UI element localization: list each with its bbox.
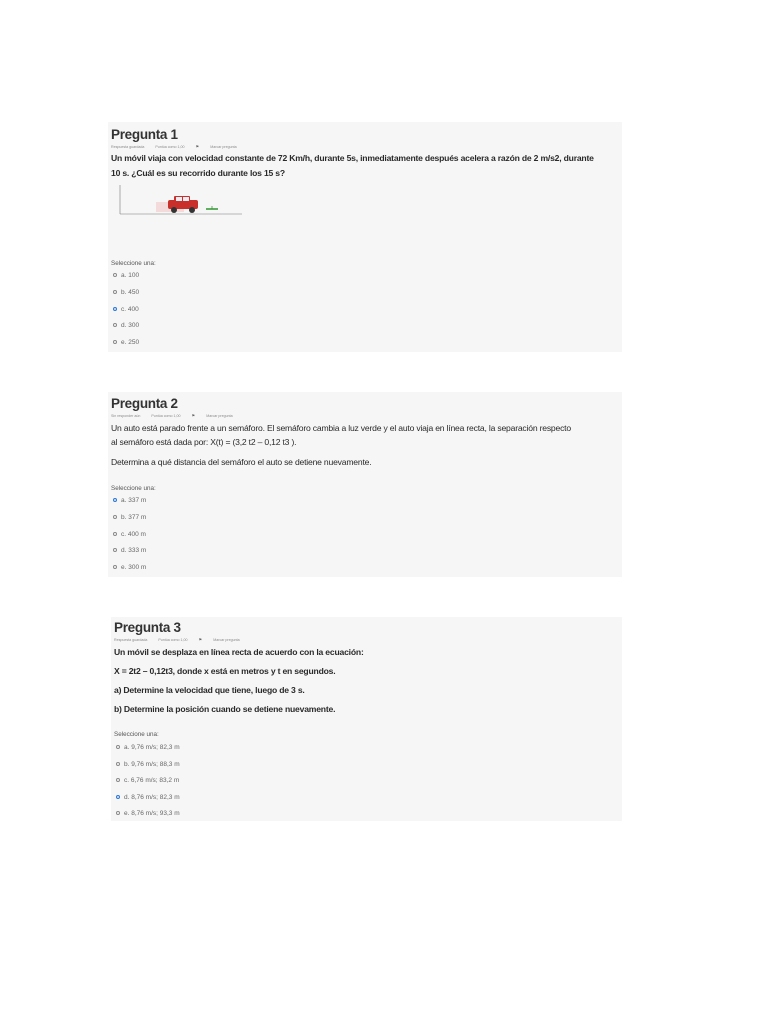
option-label: d. 300 (121, 321, 140, 329)
question-3-text-line-2: X = 2t2 – 0,12t3, donde x está en metros y t en segundos. (114, 666, 336, 676)
option-1b[interactable] (113, 287, 139, 297)
radio-button[interactable] (113, 515, 117, 519)
question-2-title: Pregunta 2 (111, 396, 178, 411)
radio-button[interactable] (113, 290, 117, 294)
question-1-text-line-1: Un móvil viaja con velocidad constante de 72 Km/h, durante 5s, inmediatamente después acelera a razón de 2 m/s2, durante (111, 153, 594, 163)
option-2c[interactable] (113, 529, 146, 539)
option-1a[interactable] (113, 270, 139, 280)
radio-button[interactable] (113, 565, 117, 569)
radio-button-checked[interactable] (113, 498, 117, 502)
option-label: a. 9,76 m/s; 82,3 m (124, 743, 180, 751)
select-label: Seleccione una: (114, 731, 159, 738)
flag-icon: ⚑ (195, 144, 201, 149)
radio-button[interactable] (116, 745, 120, 749)
radio-button[interactable] (116, 811, 120, 815)
question-3-score: Puntúa como 1,00 (158, 638, 188, 642)
flag-label: Marcar pregunta (210, 145, 237, 149)
flag-label: Marcar pregunta (213, 638, 240, 642)
question-1-status: Respuesta guardada (111, 145, 145, 149)
option-label: a. 337 m (121, 496, 147, 504)
select-label: Seleccione una: (111, 485, 156, 492)
car-diagram (118, 182, 244, 218)
option-label: b. 377 m (121, 513, 147, 521)
flag-label: Marcar pregunta (206, 414, 233, 418)
radio-button[interactable] (113, 273, 117, 277)
question-2-text-line-1: Un auto está parado frente a un semáforo. El semáforo cambia a luz verde y el auto viaja en línea recta, la separación respecto (111, 423, 571, 433)
option-label: d. 8,76 m/s; 82,3 m (124, 793, 180, 801)
question-1-score: Puntúa como 1,00 (155, 145, 185, 149)
flag-question-3[interactable] (199, 638, 250, 642)
option-1e[interactable] (113, 337, 139, 347)
question-3-text-line-4: b) Determine la posición cuando se detiene nuevamente. (114, 704, 336, 714)
question-1-panel (108, 122, 622, 352)
option-3d[interactable] (116, 792, 180, 802)
radio-button[interactable] (113, 532, 117, 536)
question-2-panel (108, 392, 622, 577)
radio-button[interactable] (113, 548, 117, 552)
question-2-meta (111, 413, 253, 418)
radio-button[interactable] (116, 778, 120, 782)
radio-button-checked[interactable] (116, 795, 120, 799)
question-3-status: Respuesta guardada (114, 638, 148, 642)
option-3b[interactable] (116, 759, 180, 769)
question-1-title: Pregunta 1 (111, 127, 178, 142)
radio-button[interactable] (113, 323, 117, 327)
question-3-title: Pregunta 3 (114, 620, 181, 635)
flag-icon: ⚑ (198, 637, 204, 642)
option-3c[interactable] (116, 775, 179, 785)
question-2-status: Sin responder aún (111, 414, 141, 418)
question-2-score: Puntúa como 1,00 (151, 414, 181, 418)
radio-button[interactable] (113, 340, 117, 344)
option-label: c. 400 (121, 305, 139, 313)
option-2a[interactable] (113, 495, 146, 505)
option-3a[interactable] (116, 742, 180, 752)
question-1-text-line-2: 10 s. ¿Cuál es su recorrido durante los 15 s? (111, 168, 285, 178)
option-label: b. 9,76 m/s; 88,3 m (124, 760, 180, 768)
question-3-meta (114, 637, 260, 642)
option-label: d. 333 m (121, 546, 147, 554)
option-label: c. 400 m (121, 530, 146, 538)
option-3e[interactable] (116, 808, 180, 818)
flag-icon: ⚑ (191, 413, 197, 418)
flag-question-1[interactable] (196, 145, 247, 149)
question-3-text-line-1: Un móvil se desplaza en línea recta de acuerdo con la ecuación: (114, 647, 364, 657)
option-1d[interactable] (113, 320, 139, 330)
question-2-text-line-2: al semáforo está dada por: X(t) = (3,2 t2 – 0,12 t3 ). (111, 437, 297, 447)
question-2-text-line-3: Determina a qué distancia del semáforo el auto se detiene nuevamente. (111, 457, 372, 467)
option-label: c. 6,76 m/s; 83,2 m (124, 776, 180, 784)
select-label: Seleccione una: (111, 260, 156, 267)
option-label: e. 8,76 m/s; 93,3 m (124, 809, 180, 817)
question-1-meta (111, 144, 257, 149)
option-2d[interactable] (113, 545, 146, 555)
option-2e[interactable] (113, 562, 146, 572)
option-label: e. 300 m (121, 563, 147, 571)
radio-button-checked[interactable] (113, 307, 117, 311)
option-label: a. 100 (121, 271, 140, 279)
question-3-text-line-3: a) Determine la velocidad que tiene, luego de 3 s. (114, 685, 305, 695)
radio-button[interactable] (116, 762, 120, 766)
option-label: b. 450 (121, 288, 140, 296)
flag-question-2[interactable] (192, 414, 243, 418)
option-1c[interactable] (113, 304, 139, 314)
option-label: e. 250 (121, 338, 140, 346)
question-3-panel (111, 617, 622, 821)
option-2b[interactable] (113, 512, 146, 522)
